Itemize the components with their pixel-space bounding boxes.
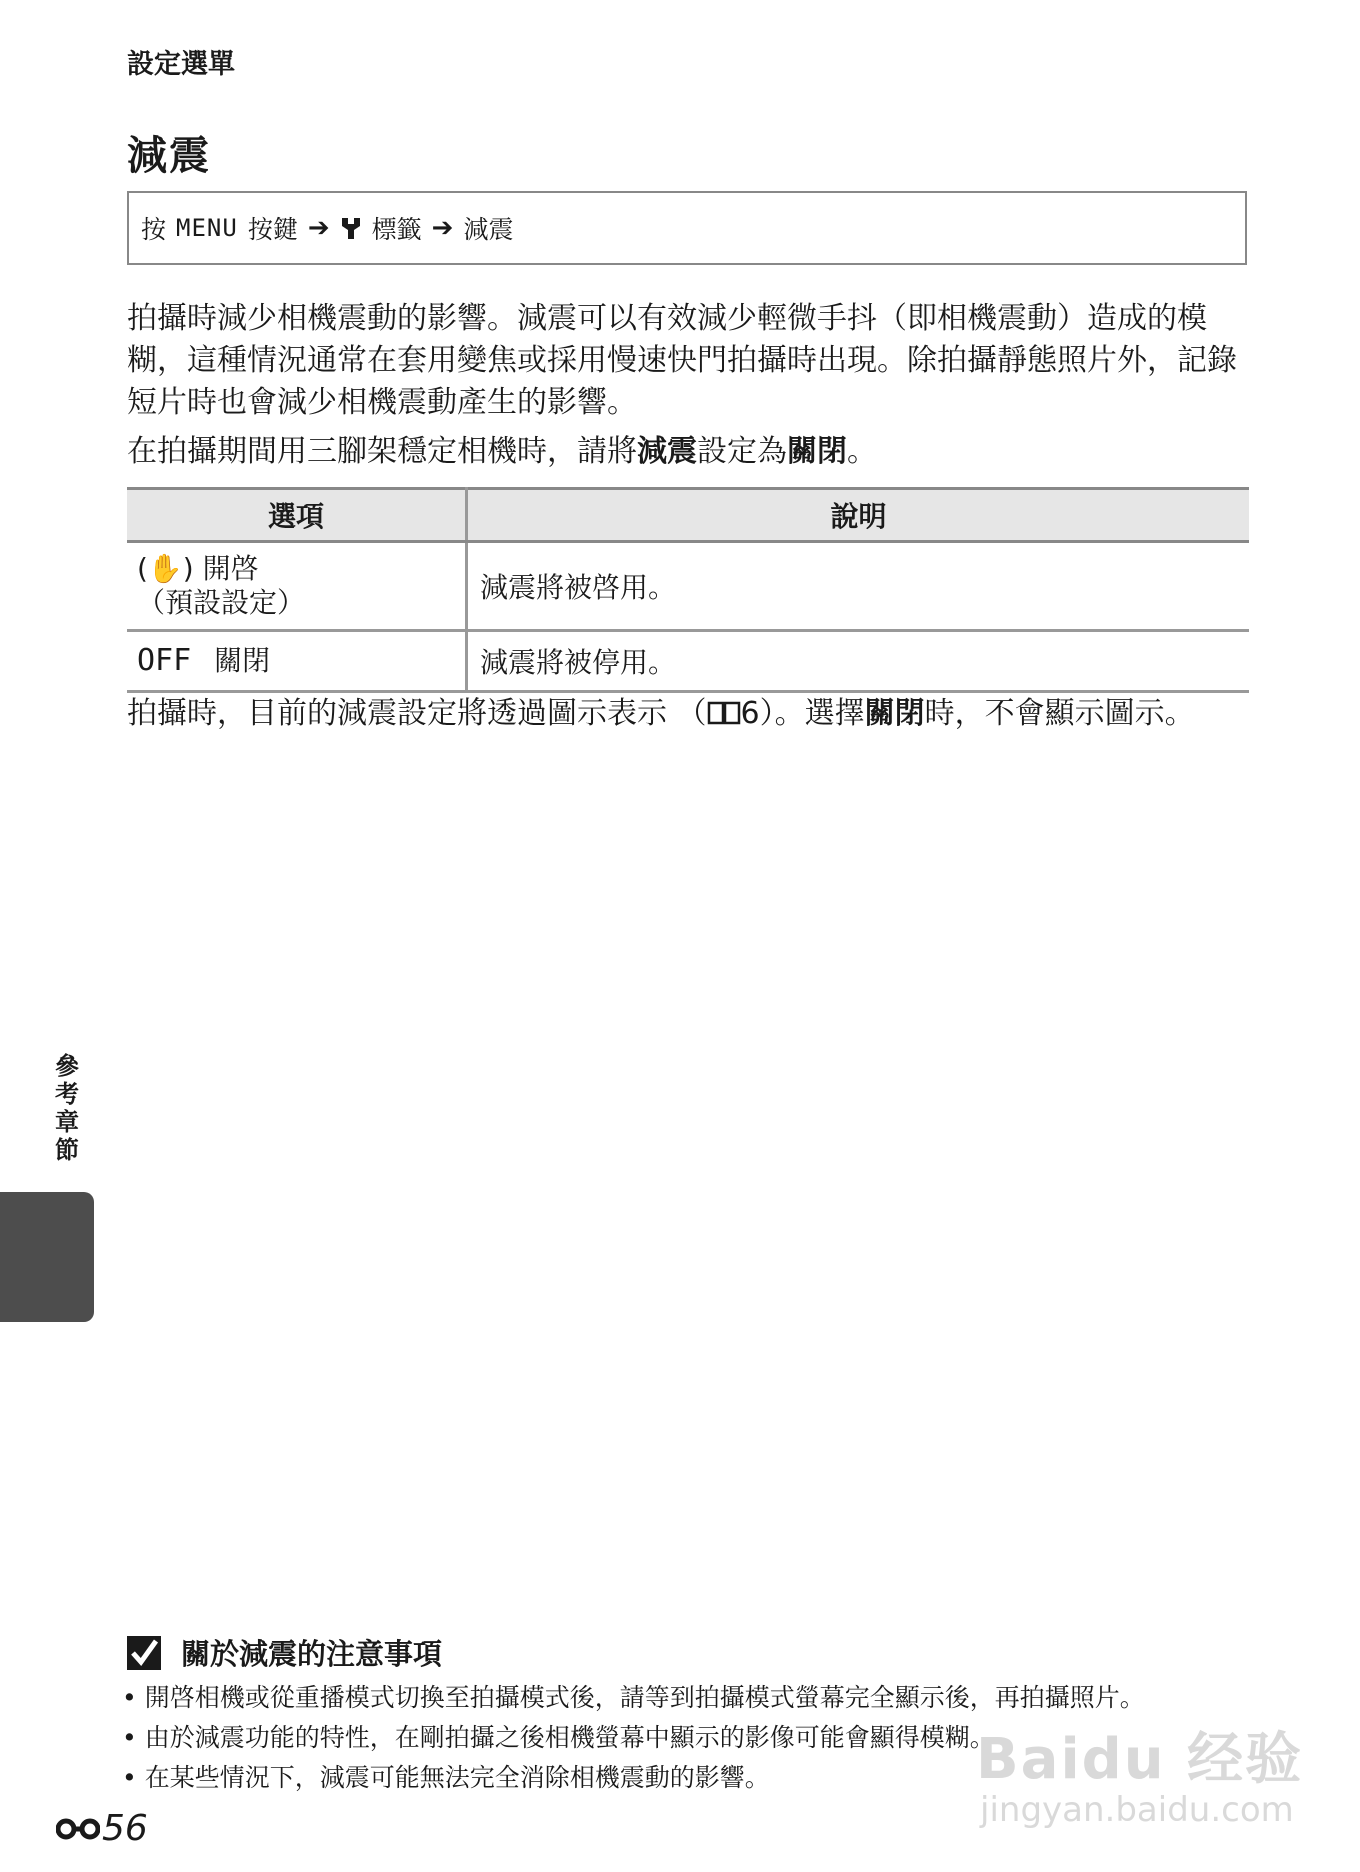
side-tab-label: 參考章節 [55, 1052, 79, 1164]
tripod-text-3: 。 [847, 434, 877, 469]
table-row [127, 631, 1249, 692]
page-number [56, 1808, 148, 1849]
icon-paragraph [127, 693, 1252, 735]
table-header-option: 選項 [127, 489, 467, 542]
note-heading [127, 1632, 442, 1673]
list-item: • 在某些情況下，減震可能無法完全消除相機震動的影響。 [122, 1758, 1145, 1798]
menu-key-label: MENU [176, 214, 238, 242]
nav-item-text: 減震 [463, 215, 514, 244]
vr-on-icon: (✋) [137, 552, 194, 585]
book-reference-icon [707, 696, 741, 722]
watermark-url: jingyan.baidu.com [980, 1790, 1294, 1830]
arrow-right-icon: ➔ [307, 213, 330, 243]
list-item: • 由於減震功能的特性，在剛拍攝之後相機螢幕中顯示的影像可能會顯得模糊。 [122, 1718, 1145, 1758]
tripod-paragraph [127, 431, 1252, 473]
table-row [127, 542, 1249, 631]
arrow-right-icon: ➔ [431, 213, 454, 243]
nav-button-text: 按鍵 [247, 215, 298, 244]
table-header-description: 說明 [467, 489, 1250, 542]
page-number-text: 56 [102, 1808, 148, 1849]
option-name: 關閉 [214, 644, 271, 677]
side-tab-marker [0, 1192, 94, 1322]
note-title: 關於減震的注意事項 [181, 1637, 443, 1671]
intro-paragraph: 拍攝時減少相機震動的影響。減震可以有效減少輕微手抖（即相機震動）造成的模糊，這種情況通常在套用變焦或採用慢速快門拍攝時出現。除拍攝靜態照片外，記錄短片時也會減少相機震動產生的影響。 [127, 301, 1237, 420]
page-title: 減震 [127, 133, 211, 179]
vr-off-icon: OFF [137, 643, 192, 678]
nav-tab-text: 標籤 [371, 215, 422, 244]
description-cell: 減震將被啓用。 [467, 542, 1250, 631]
page-reference: 6 [740, 696, 760, 731]
tripod-text-2: 設定為 [697, 434, 787, 469]
check-icon [127, 1636, 161, 1670]
section-label: 設定選單 [127, 49, 235, 80]
wrench-icon [340, 216, 362, 240]
option-subtext: （預設設定） [137, 586, 306, 619]
list-item: • 開啓相機或從重播模式切換至拍攝模式後，請等到拍攝模式螢幕完全顯示後，再拍攝照片。 [122, 1678, 1145, 1718]
description-cell: 減震將被停用。 [467, 631, 1250, 692]
tripod-text-1: 在拍攝期間用三腳架穩定相機時，請將 [127, 434, 637, 469]
option-cell [127, 542, 467, 631]
tripod-bold-2: 關閉 [787, 434, 847, 469]
watermark-logo: Baidu 经验 [976, 1727, 1304, 1792]
option-cell [127, 631, 467, 692]
reference-section-icon [56, 1814, 100, 1844]
icon-bold-1: 關閉 [864, 696, 925, 731]
nav-press-text: 按 [141, 215, 167, 244]
icon-text-1: 拍攝時，目前的減震設定將透過圖示表示 （ [127, 696, 707, 731]
icon-text-2: ）。選擇 [759, 696, 865, 731]
option-name: 開啓 [202, 552, 259, 585]
icon-text-3: 時，不會顯示圖示。 [924, 696, 1195, 731]
menu-path-box [127, 191, 1247, 265]
tripod-bold-1: 減震 [637, 434, 697, 469]
options-table [127, 487, 1249, 693]
